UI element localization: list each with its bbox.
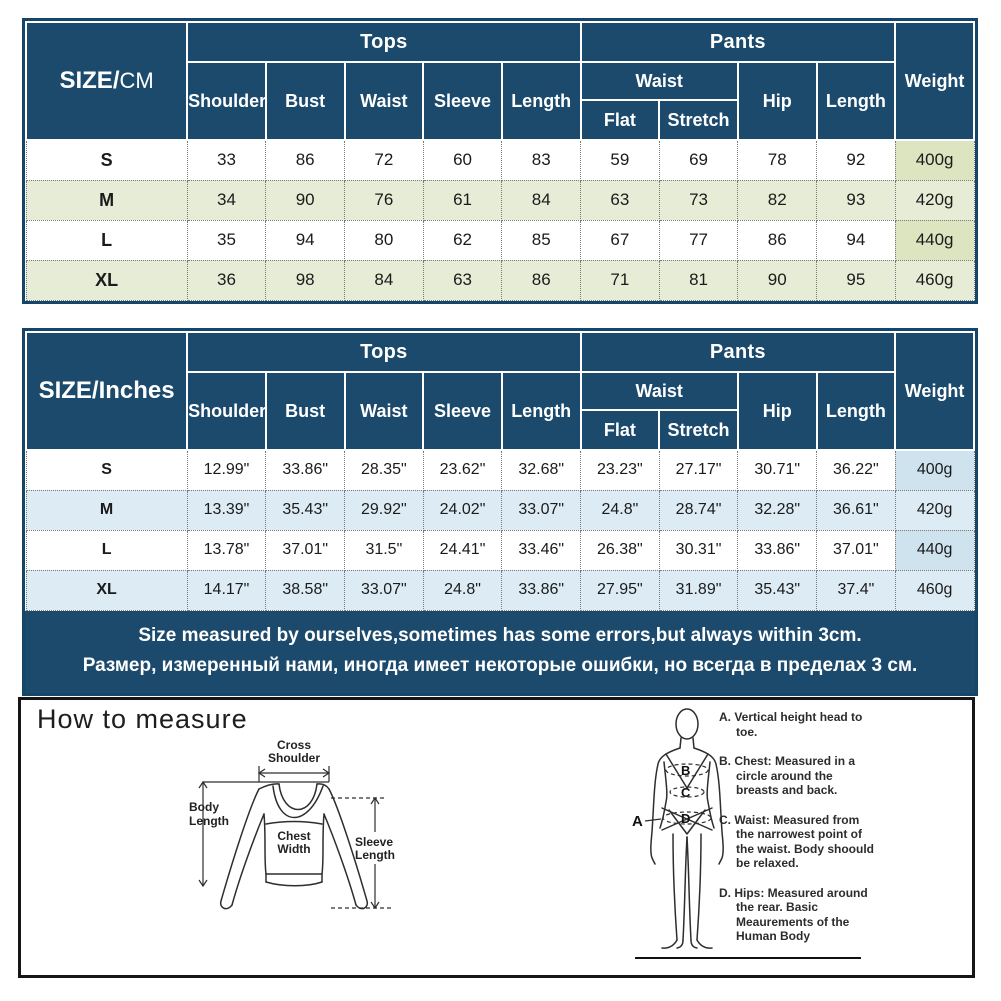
garment-measure-diagram — [183, 736, 415, 920]
size-cell: M — [26, 180, 187, 220]
column-header-flat: Flat — [581, 410, 660, 450]
value-cell: 14.17" — [187, 570, 266, 610]
weight-cell: 460g — [895, 570, 974, 610]
table-row — [26, 530, 974, 570]
column-header-tops-length: Length — [502, 62, 581, 140]
value-cell: 37.01" — [266, 530, 345, 570]
group-header-tops: Tops — [187, 332, 580, 372]
value-cell: 95 — [817, 260, 896, 300]
column-header-bust: Bust — [266, 62, 345, 140]
table-row — [26, 220, 974, 260]
column-header-hip: Hip — [738, 62, 817, 140]
value-cell: 24.41" — [423, 530, 502, 570]
sleeve-length-label-line2: Length — [355, 848, 395, 862]
value-cell: 36.22" — [817, 450, 896, 490]
table-corner-label — [26, 332, 187, 450]
value-cell: 72 — [345, 140, 424, 180]
value-cell: 24.8" — [581, 490, 660, 530]
figure-label-b: B — [681, 763, 691, 778]
column-header-sleeve: Sleeve — [423, 372, 502, 450]
size-table-inches-grid — [25, 331, 975, 611]
value-cell: 93 — [817, 180, 896, 220]
column-header-tops-length: Length — [502, 372, 581, 450]
note-text-ru: Размер, измеренный нами, иногда имеет некоторые ошибки, но всегда в пределах 3 см. — [82, 654, 918, 676]
weight-cell: 420g — [895, 180, 974, 220]
size-table-cm — [22, 18, 978, 304]
group-header-tops: Tops — [187, 22, 580, 62]
value-cell: 36.61" — [817, 490, 896, 530]
value-cell: 37.4" — [817, 570, 896, 610]
value-cell: 90 — [266, 180, 345, 220]
value-cell: 35 — [187, 220, 266, 260]
sleeve-length-label-line1: Sleeve — [355, 835, 394, 849]
figure-label-d: D — [681, 811, 691, 826]
column-header-pants-length: Length — [817, 62, 896, 140]
size-cell: S — [26, 450, 187, 490]
value-cell: 27.17" — [659, 450, 738, 490]
value-cell: 81 — [659, 260, 738, 300]
value-cell: 61 — [423, 180, 502, 220]
column-header-flat: Flat — [581, 100, 660, 140]
value-cell: 62 — [423, 220, 502, 260]
figure-outline — [651, 709, 723, 948]
value-cell: 67 — [581, 220, 660, 260]
table-row — [26, 450, 974, 490]
value-cell: 98 — [266, 260, 345, 300]
value-cell: 80 — [345, 220, 424, 260]
value-cell: 32.68" — [502, 450, 581, 490]
value-cell: 35.43" — [738, 570, 817, 610]
value-cell: 59 — [581, 140, 660, 180]
value-cell: 23.62" — [423, 450, 502, 490]
column-header-stretch: Stretch — [659, 410, 738, 450]
table-row — [26, 260, 974, 300]
value-cell: 34 — [187, 180, 266, 220]
value-cell: 38.58" — [266, 570, 345, 610]
value-cell: 94 — [266, 220, 345, 260]
size-table-inches — [22, 328, 978, 696]
value-cell: 31.89" — [659, 570, 738, 610]
value-cell: 26.38" — [581, 530, 660, 570]
value-cell: 86 — [266, 140, 345, 180]
value-cell: 77 — [659, 220, 738, 260]
column-header-shoulder: Shoulder — [187, 372, 266, 450]
value-cell: 60 — [423, 140, 502, 180]
step-letter: D. — [719, 885, 731, 900]
value-cell: 32.28" — [738, 490, 817, 530]
value-cell: 36 — [187, 260, 266, 300]
value-cell: 33.07" — [345, 570, 424, 610]
value-cell: 92 — [817, 140, 896, 180]
column-header-waist: Waist — [345, 372, 424, 450]
value-cell: 33.86" — [738, 530, 817, 570]
step-letter: C. — [719, 812, 731, 827]
column-header-weight: Weight — [895, 22, 974, 140]
table-row — [26, 140, 974, 180]
table-corner-label — [26, 22, 187, 140]
section-title: How to measure — [37, 704, 248, 734]
value-cell: 13.39" — [187, 490, 266, 530]
value-cell: 33 — [187, 140, 266, 180]
weight-cell: 440g — [895, 530, 974, 570]
value-cell: 84 — [345, 260, 424, 300]
cross-shoulder-label-line2: Shoulder — [267, 751, 321, 765]
column-header-stretch: Stretch — [659, 100, 738, 140]
figure-label-a: A — [632, 813, 643, 830]
value-cell: 86 — [502, 260, 581, 300]
corner-main-text: SIZE/ — [59, 67, 120, 94]
weight-cell: 400g — [895, 450, 974, 490]
value-cell: 13.78" — [187, 530, 266, 570]
value-cell: 73 — [659, 180, 738, 220]
size-table-cm-grid — [25, 21, 975, 301]
body-length-label-line1: Body — [189, 800, 219, 814]
corner-sub-text: CM — [119, 68, 154, 93]
size-cell: XL — [26, 260, 187, 300]
value-cell: 84 — [502, 180, 581, 220]
chest-width-label-line1: Chest — [277, 829, 311, 843]
column-header-pants-length: Length — [817, 372, 896, 450]
measurement-note — [25, 611, 975, 694]
value-cell: 78 — [738, 140, 817, 180]
chest-width-label-line2: Width — [277, 842, 311, 856]
value-cell: 86 — [738, 220, 817, 260]
step-text: Vertical height head to toe. — [734, 710, 863, 739]
column-header-sleeve: Sleeve — [423, 62, 502, 140]
value-cell: 29.92" — [345, 490, 424, 530]
value-cell: 24.8" — [423, 570, 502, 610]
step-text: Hips: Measured around the rear. Basic Meaurements of the Human Body — [734, 885, 868, 943]
measure-step-d — [719, 886, 877, 944]
column-header-weight: Weight — [895, 332, 974, 450]
table-row — [26, 490, 974, 530]
weight-cell: 440g — [895, 220, 974, 260]
measure-step-b — [719, 754, 877, 798]
measure-step-c — [719, 813, 877, 871]
value-cell: 28.35" — [345, 450, 424, 490]
value-cell: 85 — [502, 220, 581, 260]
value-cell: 30.71" — [738, 450, 817, 490]
cross-shoulder-arrow — [259, 766, 329, 782]
value-cell: 28.74" — [659, 490, 738, 530]
step-letter: B. — [719, 754, 731, 768]
size-cell: L — [26, 530, 187, 570]
column-header-waist: Waist — [345, 62, 424, 140]
value-cell: 33.86" — [266, 450, 345, 490]
figure-ground-line — [635, 957, 861, 959]
column-header-hip: Hip — [738, 372, 817, 450]
group-header-pants-waist: Waist — [581, 372, 738, 410]
how-to-measure-section — [18, 697, 975, 978]
value-cell: 37.01" — [817, 530, 896, 570]
corner-main-text: SIZE/Inches — [38, 377, 175, 404]
value-cell: 82 — [738, 180, 817, 220]
value-cell: 33.46" — [502, 530, 581, 570]
value-cell: 24.02" — [423, 490, 502, 530]
value-cell: 31.5" — [345, 530, 424, 570]
weight-cell: 460g — [895, 260, 974, 300]
size-cell: XL — [26, 570, 187, 610]
size-cell: L — [26, 220, 187, 260]
measure-instructions — [719, 710, 877, 959]
column-header-bust: Bust — [266, 372, 345, 450]
step-text: Chest: Measured in a circle around the breasts and back. — [734, 754, 856, 797]
value-cell: 63 — [423, 260, 502, 300]
value-cell: 76 — [345, 180, 424, 220]
table-row — [26, 570, 974, 610]
table-row — [26, 180, 974, 220]
value-cell: 83 — [502, 140, 581, 180]
step-text: Waist: Measured from the narrowest point of the waist. Body shoould be relaxed. — [734, 812, 875, 870]
value-cell: 71 — [581, 260, 660, 300]
value-cell: 90 — [738, 260, 817, 300]
body-length-label-line2: Length — [189, 814, 229, 828]
value-cell: 33.86" — [502, 570, 581, 610]
step-letter: A. — [719, 710, 731, 724]
measure-step-a — [719, 710, 877, 739]
group-header-pants-waist: Waist — [581, 62, 738, 100]
size-cell: S — [26, 140, 187, 180]
value-cell: 94 — [817, 220, 896, 260]
value-cell: 33.07" — [502, 490, 581, 530]
figure-label-c: C — [681, 785, 691, 800]
value-cell: 63 — [581, 180, 660, 220]
value-cell: 27.95" — [581, 570, 660, 610]
group-header-pants: Pants — [581, 332, 896, 372]
value-cell: 69 — [659, 140, 738, 180]
value-cell: 12.99" — [187, 450, 266, 490]
size-cell: M — [26, 490, 187, 530]
note-text-en: Size measured by ourselves,sometimes has some errors,but always within 3cm. — [138, 624, 862, 646]
column-header-shoulder: Shoulder — [187, 62, 266, 140]
weight-cell: 420g — [895, 490, 974, 530]
group-header-pants: Pants — [581, 22, 896, 62]
value-cell: 23.23" — [581, 450, 660, 490]
value-cell: 35.43" — [266, 490, 345, 530]
weight-cell: 400g — [895, 140, 974, 180]
cross-shoulder-label-line1: Cross — [276, 738, 312, 752]
value-cell: 30.31" — [659, 530, 738, 570]
